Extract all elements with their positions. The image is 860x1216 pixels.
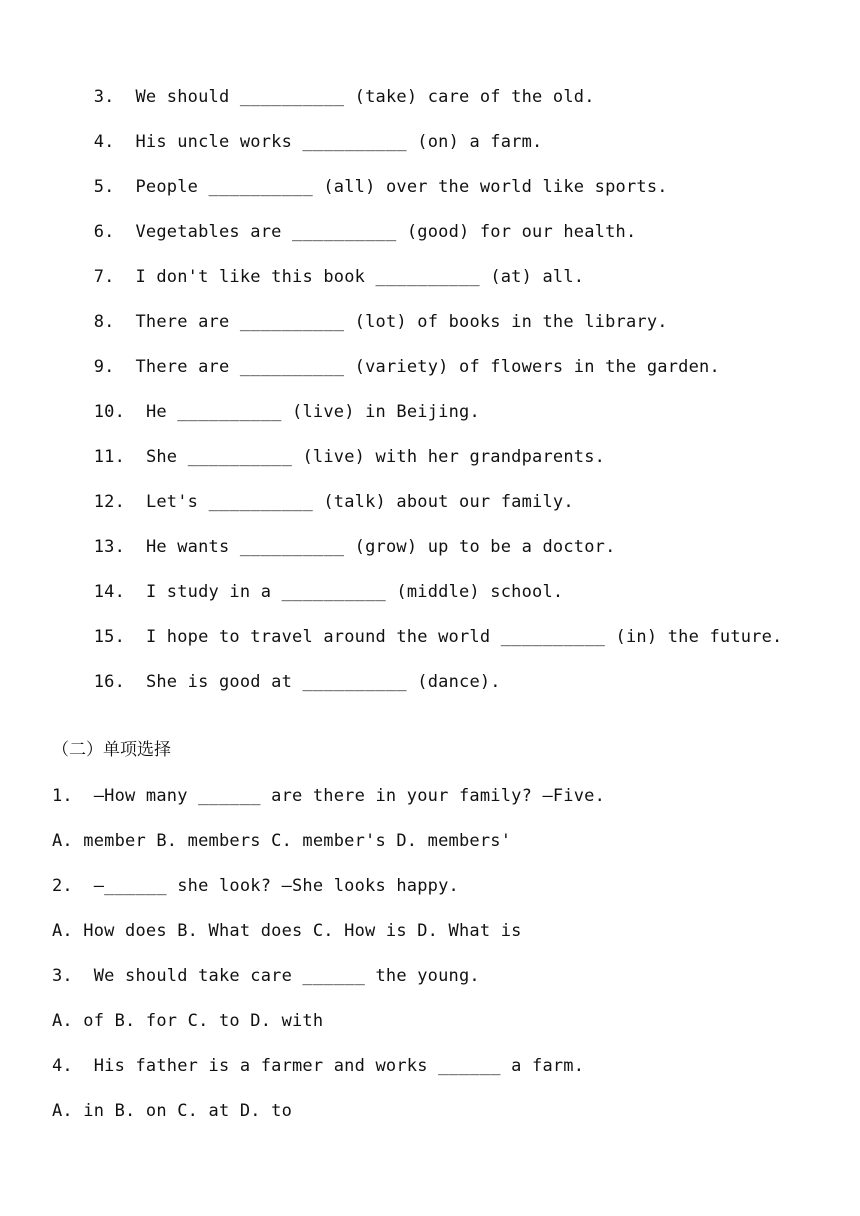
item-hint: (on) a farm. bbox=[417, 132, 543, 152]
item-number: 3. bbox=[93, 87, 115, 107]
mc-question: 2. —______ she look? —She looks happy. bbox=[52, 876, 459, 896]
fill-blank-item bbox=[52, 649, 501, 715]
mc-options[interactable]: A. in B. on C. at D. to bbox=[52, 1101, 293, 1121]
answer-blank[interactable]: __________ bbox=[302, 132, 407, 152]
item-number: 10. bbox=[93, 402, 126, 422]
item-prefix: I hope to travel around the world bbox=[145, 627, 491, 647]
item-number: 11. bbox=[93, 447, 126, 467]
item-prefix: There are bbox=[135, 312, 230, 332]
item-prefix: He wants bbox=[145, 537, 230, 557]
answer-blank[interactable]: __________ bbox=[239, 537, 345, 557]
mc-question: 3. We should take care ______ the young. bbox=[52, 966, 480, 986]
item-prefix: Let's bbox=[145, 492, 199, 512]
item-hint: (middle) school. bbox=[396, 582, 564, 602]
answer-blank[interactable]: __________ bbox=[208, 492, 313, 512]
item-hint: (dance). bbox=[417, 672, 501, 692]
answer-blank[interactable]: __________ bbox=[500, 627, 606, 647]
item-prefix: His uncle works bbox=[135, 132, 293, 152]
answer-blank[interactable]: __________ bbox=[208, 177, 313, 197]
mc-options[interactable]: A. member B. members C. member's D. members' bbox=[52, 831, 512, 851]
item-hint: (live) with her grandparents. bbox=[302, 447, 606, 467]
answer-blank[interactable]: __________ bbox=[239, 87, 345, 107]
answer-blank[interactable]: __________ bbox=[177, 402, 282, 422]
item-prefix: I don't like this book bbox=[135, 267, 366, 287]
answer-blank[interactable]: __________ bbox=[239, 357, 345, 377]
item-hint: (take) care of the old. bbox=[354, 87, 595, 107]
answer-blank[interactable]: __________ bbox=[239, 312, 345, 332]
mc-options[interactable]: A. of B. for C. to D. with bbox=[52, 1011, 324, 1031]
item-prefix: Vegetables are bbox=[135, 222, 282, 242]
item-number: 16. bbox=[93, 672, 126, 692]
item-prefix: She is good at bbox=[145, 672, 293, 692]
item-hint: (grow) up to be a doctor. bbox=[354, 537, 616, 557]
item-number: 8. bbox=[93, 312, 115, 332]
answer-blank[interactable]: __________ bbox=[187, 447, 293, 467]
item-prefix: There are bbox=[135, 357, 230, 377]
item-prefix: She bbox=[145, 447, 178, 467]
item-prefix: He bbox=[145, 402, 167, 422]
item-prefix: People bbox=[135, 177, 199, 197]
item-prefix: I study in a bbox=[145, 582, 272, 602]
item-number: 15. bbox=[93, 627, 126, 647]
item-hint: (all) over the world like sports. bbox=[323, 177, 668, 197]
item-number: 7. bbox=[93, 267, 115, 287]
answer-blank[interactable]: __________ bbox=[281, 582, 386, 602]
answer-blank[interactable]: __________ bbox=[292, 222, 397, 242]
mc-question: 4. His father is a farmer and works ______ a farm. bbox=[52, 1056, 585, 1076]
mc-question: 1. —How many ______ are there in your family? —Five. bbox=[52, 786, 606, 806]
item-hint: (variety) of flowers in the garden. bbox=[354, 357, 720, 377]
item-number: 6. bbox=[93, 222, 115, 242]
item-hint: (in) the future. bbox=[615, 627, 783, 647]
item-hint: (talk) about our family. bbox=[323, 492, 574, 512]
item-hint: (live) in Beijing. bbox=[292, 402, 480, 422]
item-hint: (at) all. bbox=[490, 267, 585, 287]
item-number: 4. bbox=[93, 132, 115, 152]
answer-blank[interactable]: __________ bbox=[375, 267, 480, 287]
section-title: （二）单项选择 bbox=[52, 740, 171, 760]
item-hint: (lot) of books in the library. bbox=[354, 312, 668, 332]
item-number: 13. bbox=[93, 537, 126, 557]
item-number: 9. bbox=[93, 357, 115, 377]
item-number: 5. bbox=[93, 177, 115, 197]
item-hint: (good) for our health. bbox=[406, 222, 637, 242]
item-number: 14. bbox=[93, 582, 126, 602]
answer-blank[interactable]: __________ bbox=[302, 672, 407, 692]
item-number: 12. bbox=[93, 492, 126, 512]
item-prefix: We should bbox=[135, 87, 230, 107]
mc-options[interactable]: A. How does B. What does C. How is D. What is bbox=[52, 921, 522, 941]
